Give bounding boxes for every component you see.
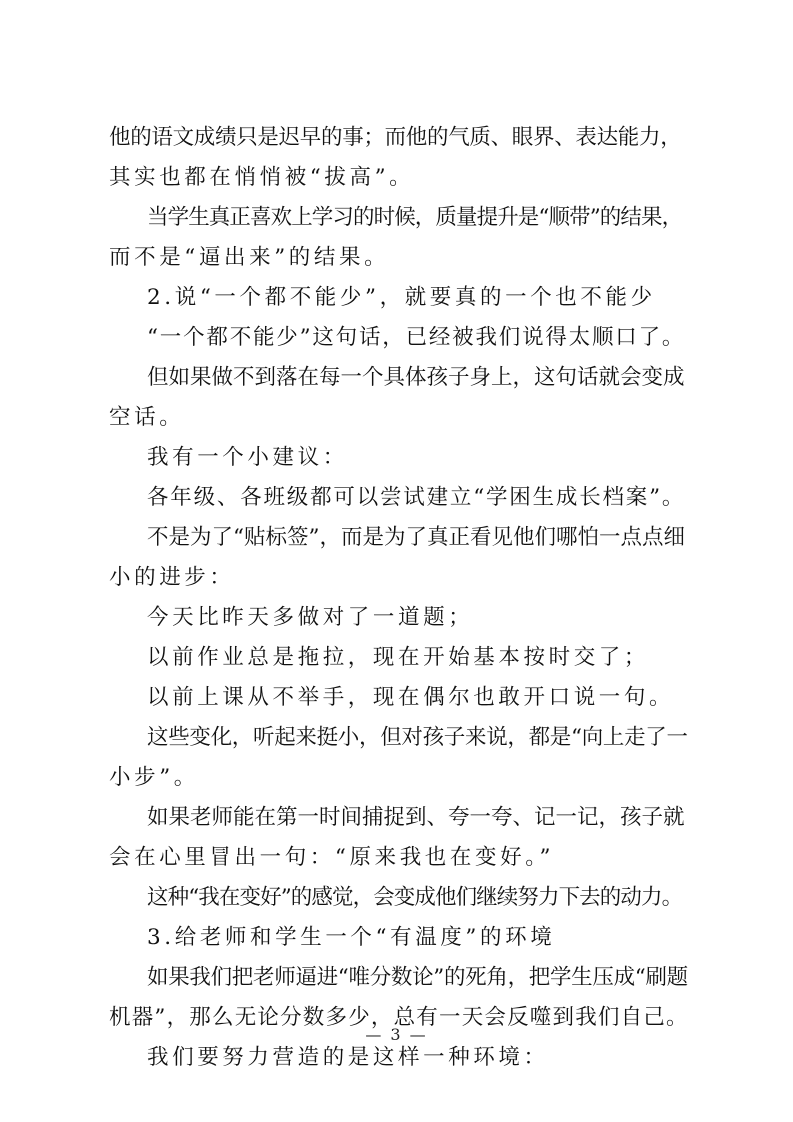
paragraph-line: 以前作业总是拖拉，现在开始基本按时交了； [147, 645, 650, 670]
paragraph-line: 我有一个小建议： [147, 445, 348, 470]
text-line: 机器”，那么无论分数多少，总有一天会反噬到我们自己。 [109, 1005, 689, 1030]
paragraph-line: 今天比昨天多做对了一道题； [147, 605, 474, 630]
paragraph-line: 当学生真正喜欢上学习的时候，质量提升是“顺带”的结果， [147, 205, 683, 230]
text-line: 而不是“逼出来”的结果。 [109, 245, 390, 270]
text-line: 小步”。 [109, 765, 199, 790]
paragraph-line: 这种“我在变好”的感觉，会变成他们继续努力下去的动力。 [147, 885, 683, 910]
paragraph-line: 以前上课从不举手，现在偶尔也敢开口说一句。 [147, 685, 675, 710]
text-line: 会在心里冒出一句：“原来我也在变好。” [109, 845, 555, 870]
text-line: 其实也都在悄悄被“拔高”。 [109, 165, 415, 190]
paragraph-line: 如果老师能在第一时间捕捉到、夸一夸、记一记，孩子就 [147, 805, 685, 830]
section-heading: 2.说“一个都不能少”，就要真的一个也不能少 [147, 285, 656, 310]
text-line: 他的语文成绩只是迟早的事；而他的气质、眼界、表达能力， [109, 125, 682, 150]
paragraph-line: “一个都不能少”这句话，已经被我们说得太顺口了。 [147, 325, 686, 350]
page-number: — 3 — [365, 1025, 428, 1044]
paragraph-line: 但如果做不到落在每一个具体孩子身上，这句话就会变成 [147, 365, 685, 390]
paragraph-line: 如果我们把老师逼进“唯分数论”的死角，把学生压成“刷题 [147, 965, 688, 990]
section-heading: 3.给老师和学生一个“有温度”的环境 [147, 925, 556, 950]
paragraph-line: 我们要努力营造的是这样一种环境： [147, 1045, 549, 1070]
text-line: 小的进步： [109, 565, 235, 590]
body-text [109, 118, 689, 1078]
text-line: 空话。 [109, 405, 185, 430]
paragraph-line: 各年级、各班级都可以尝试建立“学困生成长档案”。 [147, 485, 686, 510]
paragraph-line: 这些变化，听起来挺小，但对孩子来说，都是“向上走了一 [147, 725, 688, 750]
paragraph-line: 不是为了“贴标签”，而是为了真正看见他们哪怕一点点细 [147, 525, 685, 550]
